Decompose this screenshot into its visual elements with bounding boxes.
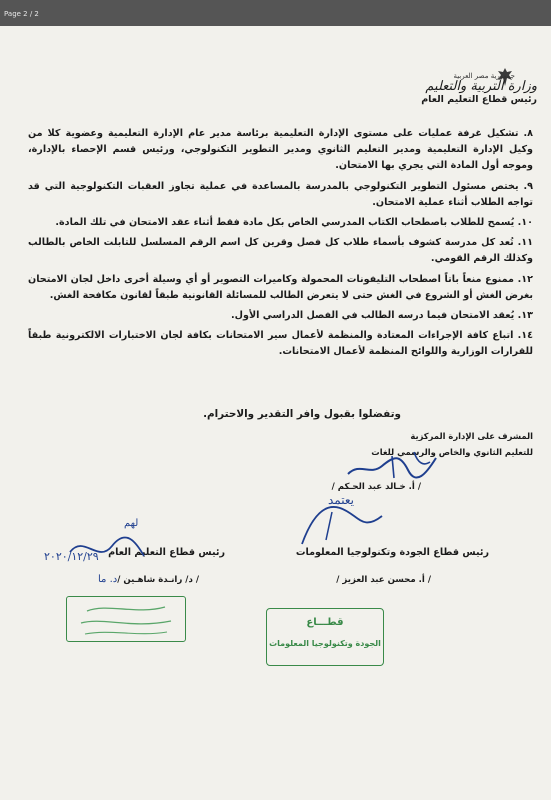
list-item: ١٤. اتباع كافة الإجراءات المعتادة والمنظمة لأعمال سير الامتحانات بكافة لجان الاختبارات الالكترونية طبقاً للقرارات الوزارية واللوائح المنظمة لأعمال الامتحانات. bbox=[28, 330, 533, 358]
right-stamp bbox=[266, 608, 384, 666]
letterhead bbox=[387, 72, 537, 106]
decree-items bbox=[28, 126, 533, 365]
right-stamp-top: قطـــاع bbox=[306, 617, 344, 628]
handwritten-initials: د. ما bbox=[98, 574, 118, 585]
list-item: ١٢. ممنوع منعاً باتاً اصطحاب التليفونات المحمولة وكاميرات التصوير أو أي وسيلة أخرى داخل لجان الامتحان بغرض الغش أو الشروع في الغش حتى لا يتعرض الطالب للمسائلة القانونية طبقاً لقانون مكافحة الغش. bbox=[28, 273, 533, 301]
left-stamp bbox=[66, 596, 186, 642]
page-indicator: Page 2 / 2 bbox=[4, 10, 39, 18]
list-item: ١٠. يُسمح للطلاب باصطحاب الكتاب المدرسي الخاص بكل مادة فقط أثناء عقد الامتحان في تلك المادة. bbox=[55, 217, 533, 229]
sector-name: رئيس قطاع التعليم العام bbox=[421, 94, 537, 105]
approval-signature bbox=[292, 482, 402, 552]
country-name: جمهورية مصر العربية bbox=[453, 72, 515, 80]
list-item: ٩. يختص مسئول التطوير التكنولوجي بالمدرسة بالمساعدة في عملية تجاوز العقبات التكنولوجية التي قد تواجه الطلاب أثناء عملية الامتحان. bbox=[28, 180, 533, 208]
viewer-toolbar bbox=[0, 0, 551, 26]
left-stamp-graphic bbox=[67, 597, 185, 641]
supervisor-signature bbox=[340, 444, 450, 484]
supervisor-title: المشرف على الإدارة المركزية bbox=[410, 431, 533, 441]
supervisor-name: / أ. خـالد عبد الحـكم / bbox=[331, 482, 421, 492]
closing-line: وتفضلوا بقبول وافر التقدير والاحترام. bbox=[203, 408, 401, 420]
general-education-head-name: / د/ رانـدة شاهـين / bbox=[117, 575, 199, 585]
handwritten-note: لهم bbox=[124, 518, 139, 529]
quality-sector-head-name: / أ. محسن عبد العزيز / bbox=[336, 575, 431, 585]
document-page bbox=[0, 26, 551, 800]
general-education-head-title: رئيس قطاع التعليم العام bbox=[108, 547, 225, 558]
list-item: ٨. تشكيل غرفة عمليات على مستوى الإدارة التعليمية برئاسة مدير عام الإدارة التعليمية وعضوية كلا من وكيل الإدارة التعليمية ومدير التعليم الثانوي ومدير التطوير التكنولوجي، ورئيس قسم الإحصاء بالإدارة، وموجه أول المادة التي يجري بها الامتحان. bbox=[28, 128, 533, 172]
right-stamp-bottom: الجودة وتكنولوجيا المعلومات bbox=[269, 639, 381, 648]
approval-note: يعتمد bbox=[328, 493, 354, 507]
quality-sector-head-title: رئيس قطاع الجودة وتكنولوجيا المعلومات bbox=[295, 547, 489, 558]
supervisor-department: للتعليم الثانوي والخاص والرسمي للغات bbox=[371, 447, 533, 457]
ministry-name: وزارة التربية والتعليم bbox=[425, 79, 537, 94]
handwritten-date: ٢٠٢٠/١٢/٢٩ bbox=[44, 550, 99, 563]
list-item: ١٣. يُعقد الامتحان فيما درسه الطالب في الفصل الدراسي الأول. bbox=[231, 310, 533, 322]
list-item: ١١. تُعد كل مدرسة كشوف بأسماء طلاب كل فصل وقرين كل اسم الرقم المسلسل للتابلت الخاص بالطالب وكذلك الرقم القومي. bbox=[28, 237, 533, 265]
